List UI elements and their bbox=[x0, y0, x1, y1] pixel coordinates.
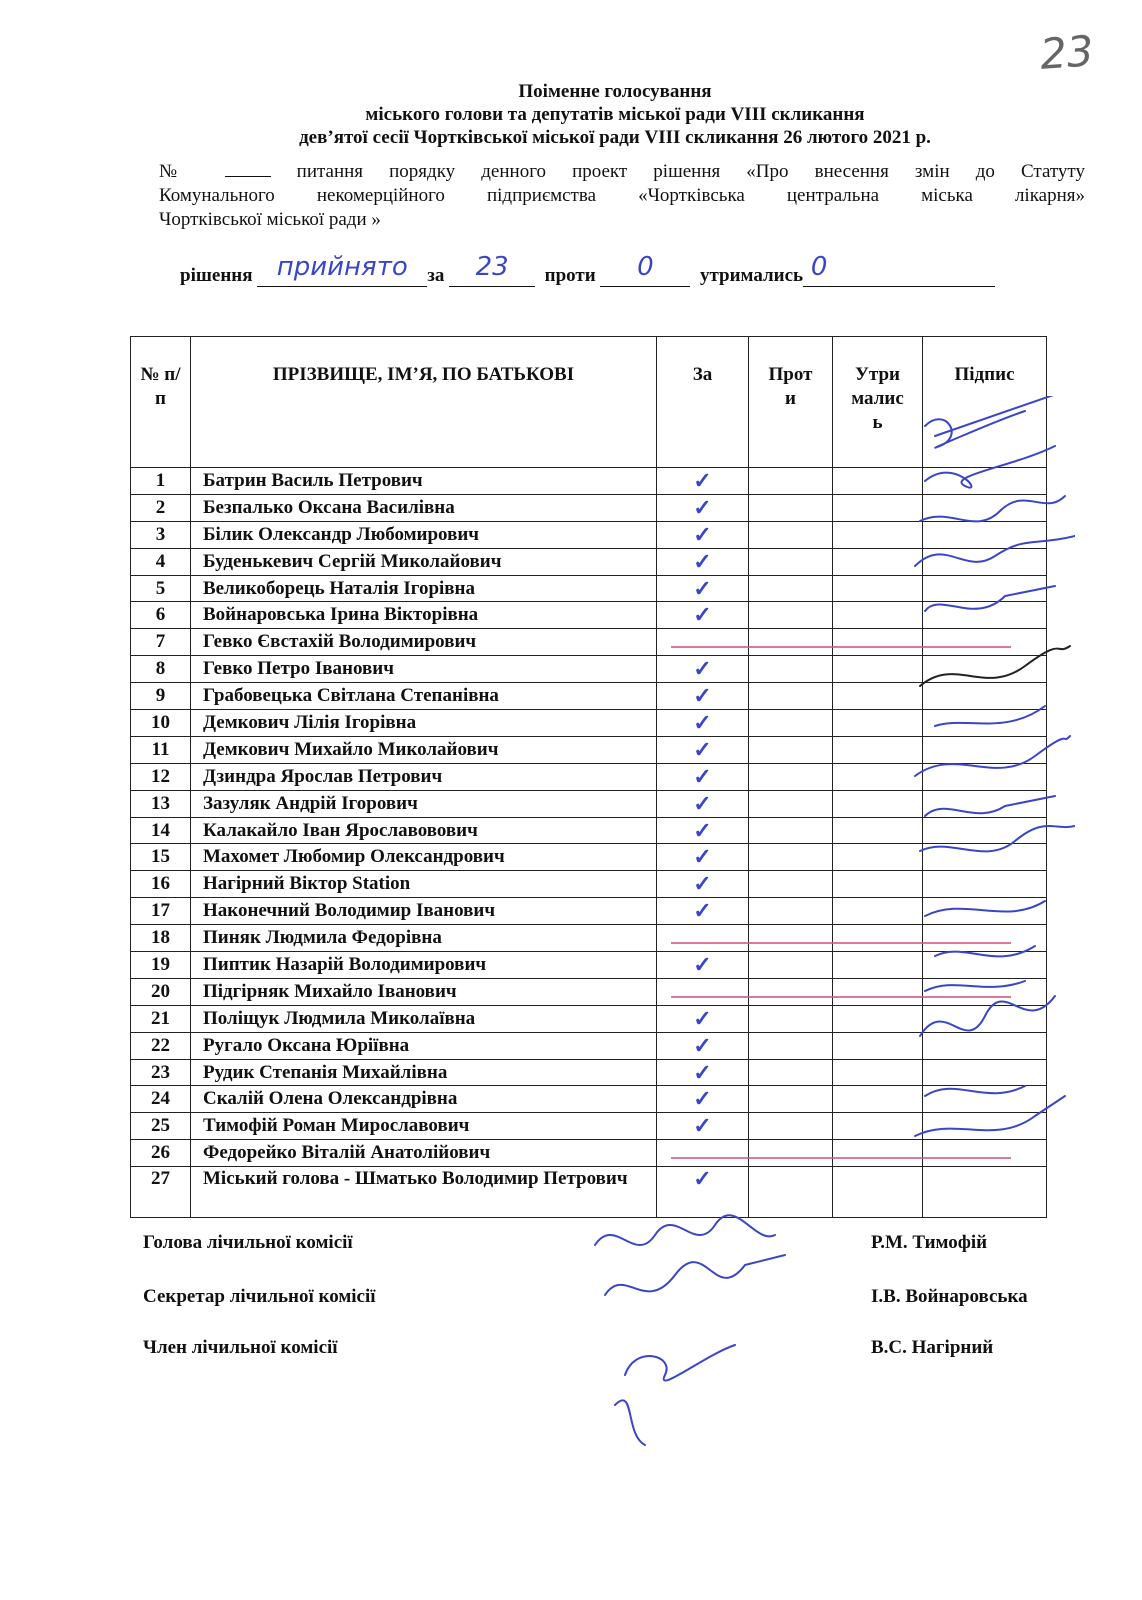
row-number: 5 bbox=[131, 575, 191, 602]
vote-against-cell bbox=[749, 844, 833, 871]
table-row bbox=[131, 494, 1047, 521]
vote-abstained-cell bbox=[833, 898, 923, 925]
against-value: 0 bbox=[637, 252, 654, 282]
vote-for-cell bbox=[657, 925, 749, 952]
check-mark: ✓ bbox=[693, 817, 712, 843]
table-row bbox=[131, 790, 1047, 817]
document-header bbox=[150, 80, 1080, 149]
table-row bbox=[131, 1059, 1047, 1086]
signature-cell bbox=[923, 871, 1047, 898]
row-number: 2 bbox=[131, 494, 191, 521]
signature-cell bbox=[923, 1167, 1047, 1218]
row-number: 13 bbox=[131, 790, 191, 817]
vote-abstained-cell bbox=[833, 521, 923, 548]
row-number: 20 bbox=[131, 978, 191, 1005]
row-name: Білик Олександр Любомирович bbox=[191, 521, 657, 548]
check-mark: ✓ bbox=[693, 575, 712, 601]
vote-against-cell bbox=[749, 468, 833, 495]
vote-abstained-cell bbox=[833, 1167, 923, 1218]
row-number: 8 bbox=[131, 656, 191, 683]
row-name: Наконечний Володимир Іванович bbox=[191, 898, 657, 925]
vote-for-cell bbox=[657, 898, 749, 925]
vote-against-cell bbox=[749, 548, 833, 575]
signature-cell bbox=[923, 1005, 1047, 1032]
row-name: Демкович Лілія Ігорівна bbox=[191, 710, 657, 737]
signature-cell bbox=[923, 656, 1047, 683]
vote-for-cell bbox=[657, 871, 749, 898]
row-number: 22 bbox=[131, 1032, 191, 1059]
vote-abstained-cell bbox=[833, 575, 923, 602]
table-row bbox=[131, 978, 1047, 1005]
absent-strike-line bbox=[671, 646, 1011, 648]
row-name: Пиптик Назарій Володимирович bbox=[191, 952, 657, 979]
vote-against-cell bbox=[749, 898, 833, 925]
row-name: Великоборець Наталія Ігорівна bbox=[191, 575, 657, 602]
row-name: Зазуляк Андрій Ігорович bbox=[191, 790, 657, 817]
check-mark: ✓ bbox=[693, 951, 712, 977]
signature-cell bbox=[923, 521, 1047, 548]
vote-against-cell bbox=[749, 575, 833, 602]
vote-against-cell bbox=[749, 602, 833, 629]
header-abstained: Утри малис ь bbox=[833, 337, 923, 468]
check-mark: ✓ bbox=[693, 763, 712, 789]
vote-table bbox=[130, 336, 1047, 1218]
vote-abstained-cell bbox=[833, 1113, 923, 1140]
against-label: проти bbox=[544, 265, 596, 286]
signature-cell bbox=[923, 683, 1047, 710]
table-header-row bbox=[131, 337, 1047, 468]
row-name: Тимофій Роман Мирославович bbox=[191, 1113, 657, 1140]
row-number: 17 bbox=[131, 898, 191, 925]
vote-for-cell bbox=[657, 1140, 749, 1167]
row-number: 18 bbox=[131, 925, 191, 952]
agenda-question bbox=[159, 160, 1085, 232]
vote-against-cell bbox=[749, 1113, 833, 1140]
table-row bbox=[131, 548, 1047, 575]
table-row bbox=[131, 871, 1047, 898]
header-signature: Підпис bbox=[923, 337, 1047, 468]
for-value: 23 bbox=[475, 252, 509, 282]
vote-for-cell bbox=[657, 1086, 749, 1113]
row-number: 25 bbox=[131, 1113, 191, 1140]
row-name: Скалій Олена Олександрівна bbox=[191, 1086, 657, 1113]
row-name: Калакайло Іван Ярославовович bbox=[191, 817, 657, 844]
vote-for-cell bbox=[657, 736, 749, 763]
table-row bbox=[131, 1113, 1047, 1140]
signature-cell bbox=[923, 1032, 1047, 1059]
question-number-blank bbox=[225, 162, 271, 177]
vote-for-cell bbox=[657, 683, 749, 710]
check-mark: ✓ bbox=[693, 898, 712, 924]
check-mark: ✓ bbox=[693, 871, 712, 897]
vote-for-cell bbox=[657, 548, 749, 575]
vote-for-cell bbox=[657, 468, 749, 495]
table-row bbox=[131, 952, 1047, 979]
vote-abstained-cell bbox=[833, 656, 923, 683]
absent-strike-line bbox=[671, 1157, 1011, 1159]
vote-abstained-cell bbox=[833, 1005, 923, 1032]
table-row bbox=[131, 602, 1047, 629]
check-mark: ✓ bbox=[693, 1113, 712, 1139]
row-number: 1 bbox=[131, 468, 191, 495]
check-mark: ✓ bbox=[693, 521, 712, 547]
signature-cell bbox=[923, 817, 1047, 844]
row-name: Федорейко Віталій Анатолійович bbox=[191, 1140, 657, 1167]
abstained-value: 0 bbox=[810, 252, 828, 282]
check-mark: ✓ bbox=[693, 656, 712, 682]
row-name: Махомет Любомир Олександрович bbox=[191, 844, 657, 871]
vote-against-cell bbox=[749, 521, 833, 548]
vote-rows bbox=[131, 468, 1047, 1218]
row-number: 14 bbox=[131, 817, 191, 844]
check-mark: ✓ bbox=[693, 683, 712, 709]
vote-for-cell bbox=[657, 1113, 749, 1140]
vote-for-cell bbox=[657, 817, 749, 844]
member-name: В.С. Нагірний bbox=[871, 1337, 994, 1358]
vote-abstained-cell bbox=[833, 1059, 923, 1086]
vote-abstained-cell bbox=[833, 790, 923, 817]
vote-against-cell bbox=[749, 683, 833, 710]
decision-label: рішення bbox=[180, 265, 253, 286]
table-row bbox=[131, 575, 1047, 602]
vote-for-cell bbox=[657, 1032, 749, 1059]
vote-abstained-cell bbox=[833, 1032, 923, 1059]
row-number: 6 bbox=[131, 602, 191, 629]
signature-cell bbox=[923, 602, 1047, 629]
vote-for-cell bbox=[657, 656, 749, 683]
row-name: Нагірний Віктор Station bbox=[191, 871, 657, 898]
row-number: 11 bbox=[131, 736, 191, 763]
signature-cell bbox=[923, 898, 1047, 925]
table-row bbox=[131, 1140, 1047, 1167]
row-name: Рудик Степанія Михайлівна bbox=[191, 1059, 657, 1086]
vote-for-cell bbox=[657, 790, 749, 817]
header-name: ПРІЗВИЩЕ, ІМ’Я, ПО БАТЬКОВІ bbox=[191, 337, 657, 468]
row-number: 19 bbox=[131, 952, 191, 979]
member-label: Член лічильної комісії bbox=[143, 1337, 338, 1358]
row-name: Поліщук Людмила Миколаївна bbox=[191, 1005, 657, 1032]
page-number: 23 bbox=[1038, 26, 1096, 79]
table-row bbox=[131, 1005, 1047, 1032]
vote-against-cell bbox=[749, 925, 833, 952]
decision-summary bbox=[180, 252, 1080, 287]
chair-label: Голова лічильної комісії bbox=[143, 1232, 353, 1253]
signature-cell bbox=[923, 790, 1047, 817]
vote-abstained-cell bbox=[833, 817, 923, 844]
signature-cell bbox=[923, 494, 1047, 521]
check-mark: ✓ bbox=[693, 602, 712, 628]
signature-cell bbox=[923, 575, 1047, 602]
check-mark: ✓ bbox=[693, 736, 712, 762]
vote-for-cell bbox=[657, 1059, 749, 1086]
row-number: 7 bbox=[131, 629, 191, 656]
signature-cell bbox=[923, 1086, 1047, 1113]
vote-against-cell bbox=[749, 710, 833, 737]
check-mark: ✓ bbox=[693, 709, 712, 735]
vote-against-cell bbox=[749, 1032, 833, 1059]
vote-against-cell bbox=[749, 1005, 833, 1032]
vote-against-cell bbox=[749, 1059, 833, 1086]
commission-signatures bbox=[585, 1205, 815, 1455]
header-title: Поіменне голосування bbox=[518, 81, 712, 102]
signature-cell bbox=[923, 629, 1047, 656]
vote-abstained-cell bbox=[833, 925, 923, 952]
vote-against-cell bbox=[749, 763, 833, 790]
vote-abstained-cell bbox=[833, 629, 923, 656]
vote-for-cell bbox=[657, 629, 749, 656]
row-number: 16 bbox=[131, 871, 191, 898]
absent-strike-line bbox=[671, 996, 1011, 998]
row-name: Буденькевич Сергій Миколайович bbox=[191, 548, 657, 575]
signature-cell bbox=[923, 1059, 1047, 1086]
header-for: За bbox=[657, 337, 749, 468]
table-row bbox=[131, 763, 1047, 790]
row-number: 21 bbox=[131, 1005, 191, 1032]
signature-cell bbox=[923, 710, 1047, 737]
table-row bbox=[131, 629, 1047, 656]
question-text-2: Комунального некомерційного підприємства «Чортківська центральна міська лікарня» bbox=[159, 185, 1085, 206]
table-row bbox=[131, 817, 1047, 844]
vote-for-cell bbox=[657, 521, 749, 548]
for-label: за bbox=[427, 265, 445, 286]
signature-cell bbox=[923, 548, 1047, 575]
row-name: Войнаровська Ірина Вікторівна bbox=[191, 602, 657, 629]
decision-value: прийнято bbox=[276, 252, 408, 282]
row-name: Дзиндра Ярослав Петрович bbox=[191, 763, 657, 790]
signature-cell bbox=[923, 763, 1047, 790]
check-mark: ✓ bbox=[693, 790, 712, 816]
table-row bbox=[131, 468, 1047, 495]
signature-cell bbox=[923, 978, 1047, 1005]
vote-for-cell bbox=[657, 602, 749, 629]
vote-abstained-cell bbox=[833, 683, 923, 710]
table-row bbox=[131, 683, 1047, 710]
row-name: Гевко Петро Іванович bbox=[191, 656, 657, 683]
vote-against-cell bbox=[749, 736, 833, 763]
vote-for-cell bbox=[657, 978, 749, 1005]
absent-strike-line bbox=[671, 942, 1011, 944]
header-subtitle: міського голови та депутатів міської ради VIII скликання bbox=[365, 104, 865, 125]
vote-abstained-cell bbox=[833, 952, 923, 979]
vote-against-cell bbox=[749, 656, 833, 683]
table-row bbox=[131, 898, 1047, 925]
table-row bbox=[131, 1032, 1047, 1059]
vote-abstained-cell bbox=[833, 710, 923, 737]
table-row bbox=[131, 844, 1047, 871]
vote-against-cell bbox=[749, 629, 833, 656]
vote-against-cell bbox=[749, 817, 833, 844]
vote-abstained-cell bbox=[833, 468, 923, 495]
table-row bbox=[131, 656, 1047, 683]
row-name: Демкович Михайло Миколайович bbox=[191, 736, 657, 763]
row-name: Ругало Оксана Юріївна bbox=[191, 1032, 657, 1059]
secretary-label: Секретар лічильної комісії bbox=[143, 1286, 376, 1307]
row-name: Підгірняк Михайло Іванович bbox=[191, 978, 657, 1005]
vote-for-cell bbox=[657, 575, 749, 602]
vote-abstained-cell bbox=[833, 494, 923, 521]
check-mark: ✓ bbox=[693, 1059, 712, 1085]
row-number: 3 bbox=[131, 521, 191, 548]
row-number: 26 bbox=[131, 1140, 191, 1167]
vote-abstained-cell bbox=[833, 1140, 923, 1167]
row-number: 24 bbox=[131, 1086, 191, 1113]
check-mark: ✓ bbox=[693, 844, 712, 870]
signature-cell bbox=[923, 1113, 1047, 1140]
signature-cell bbox=[923, 1140, 1047, 1167]
header-against: Прот и bbox=[749, 337, 833, 468]
vote-abstained-cell bbox=[833, 736, 923, 763]
vote-abstained-cell bbox=[833, 602, 923, 629]
abstained-label: утримались bbox=[699, 265, 804, 286]
vote-abstained-cell bbox=[833, 978, 923, 1005]
vote-for-cell bbox=[657, 952, 749, 979]
vote-abstained-cell bbox=[833, 548, 923, 575]
vote-abstained-cell bbox=[833, 871, 923, 898]
vote-against-cell bbox=[749, 1086, 833, 1113]
row-number: 10 bbox=[131, 710, 191, 737]
row-number: 15 bbox=[131, 844, 191, 871]
vote-abstained-cell bbox=[833, 1086, 923, 1113]
vote-for-cell bbox=[657, 844, 749, 871]
vote-for-cell bbox=[657, 1005, 749, 1032]
question-number-label: № bbox=[159, 161, 199, 182]
check-mark: ✓ bbox=[693, 1086, 712, 1112]
question-text-1: питання порядку денного проект рішення «Про внесення змін до Статуту bbox=[296, 161, 1085, 182]
signature-cell bbox=[923, 844, 1047, 871]
signature-cell bbox=[923, 952, 1047, 979]
chair-name: Р.М. Тимофій bbox=[871, 1232, 988, 1253]
row-name: Гевко Євстахій Володимирович bbox=[191, 629, 657, 656]
vote-against-cell bbox=[749, 790, 833, 817]
row-number: 4 bbox=[131, 548, 191, 575]
vote-for-cell bbox=[657, 494, 749, 521]
row-number: 9 bbox=[131, 683, 191, 710]
header-num: № п/п bbox=[131, 337, 191, 468]
row-name: Батрин Василь Петрович bbox=[191, 468, 657, 495]
vote-against-cell bbox=[749, 494, 833, 521]
table-row bbox=[131, 710, 1047, 737]
row-name: Міський голова - Шматько Володимир Петрович bbox=[191, 1167, 657, 1218]
table-row bbox=[131, 521, 1047, 548]
row-number: 27 bbox=[131, 1167, 191, 1218]
vote-against-cell bbox=[749, 952, 833, 979]
vote-against-cell bbox=[749, 978, 833, 1005]
row-number: 23 bbox=[131, 1059, 191, 1086]
table-row bbox=[131, 1086, 1047, 1113]
vote-against-cell bbox=[749, 871, 833, 898]
table-row bbox=[131, 736, 1047, 763]
question-text-3: Чортківської міської ради » bbox=[159, 209, 381, 230]
vote-abstained-cell bbox=[833, 844, 923, 871]
secretary-name: І.В. Войнаровська bbox=[871, 1286, 1028, 1307]
check-mark: ✓ bbox=[693, 467, 712, 493]
table-row bbox=[131, 925, 1047, 952]
check-mark: ✓ bbox=[693, 1032, 712, 1058]
check-mark: ✓ bbox=[693, 1005, 712, 1031]
vote-for-cell bbox=[657, 710, 749, 737]
row-name: Пиняк Людмила Федорівна bbox=[191, 925, 657, 952]
row-name: Грабовецька Світлана Степанівна bbox=[191, 683, 657, 710]
check-mark: ✓ bbox=[693, 548, 712, 574]
check-mark: ✓ bbox=[693, 494, 712, 520]
signature-cell bbox=[923, 736, 1047, 763]
header-session: дев’ятої сесії Чортківської міської ради VIII скликання 26 лютого 2021 р. bbox=[299, 127, 931, 148]
row-name: Безпалько Оксана Василівна bbox=[191, 494, 657, 521]
vote-abstained-cell bbox=[833, 763, 923, 790]
signature-cell bbox=[923, 925, 1047, 952]
check-mark: ✓ bbox=[693, 1166, 712, 1192]
vote-against-cell bbox=[749, 1140, 833, 1167]
row-number: 12 bbox=[131, 763, 191, 790]
signature-cell bbox=[923, 468, 1047, 495]
vote-for-cell bbox=[657, 763, 749, 790]
